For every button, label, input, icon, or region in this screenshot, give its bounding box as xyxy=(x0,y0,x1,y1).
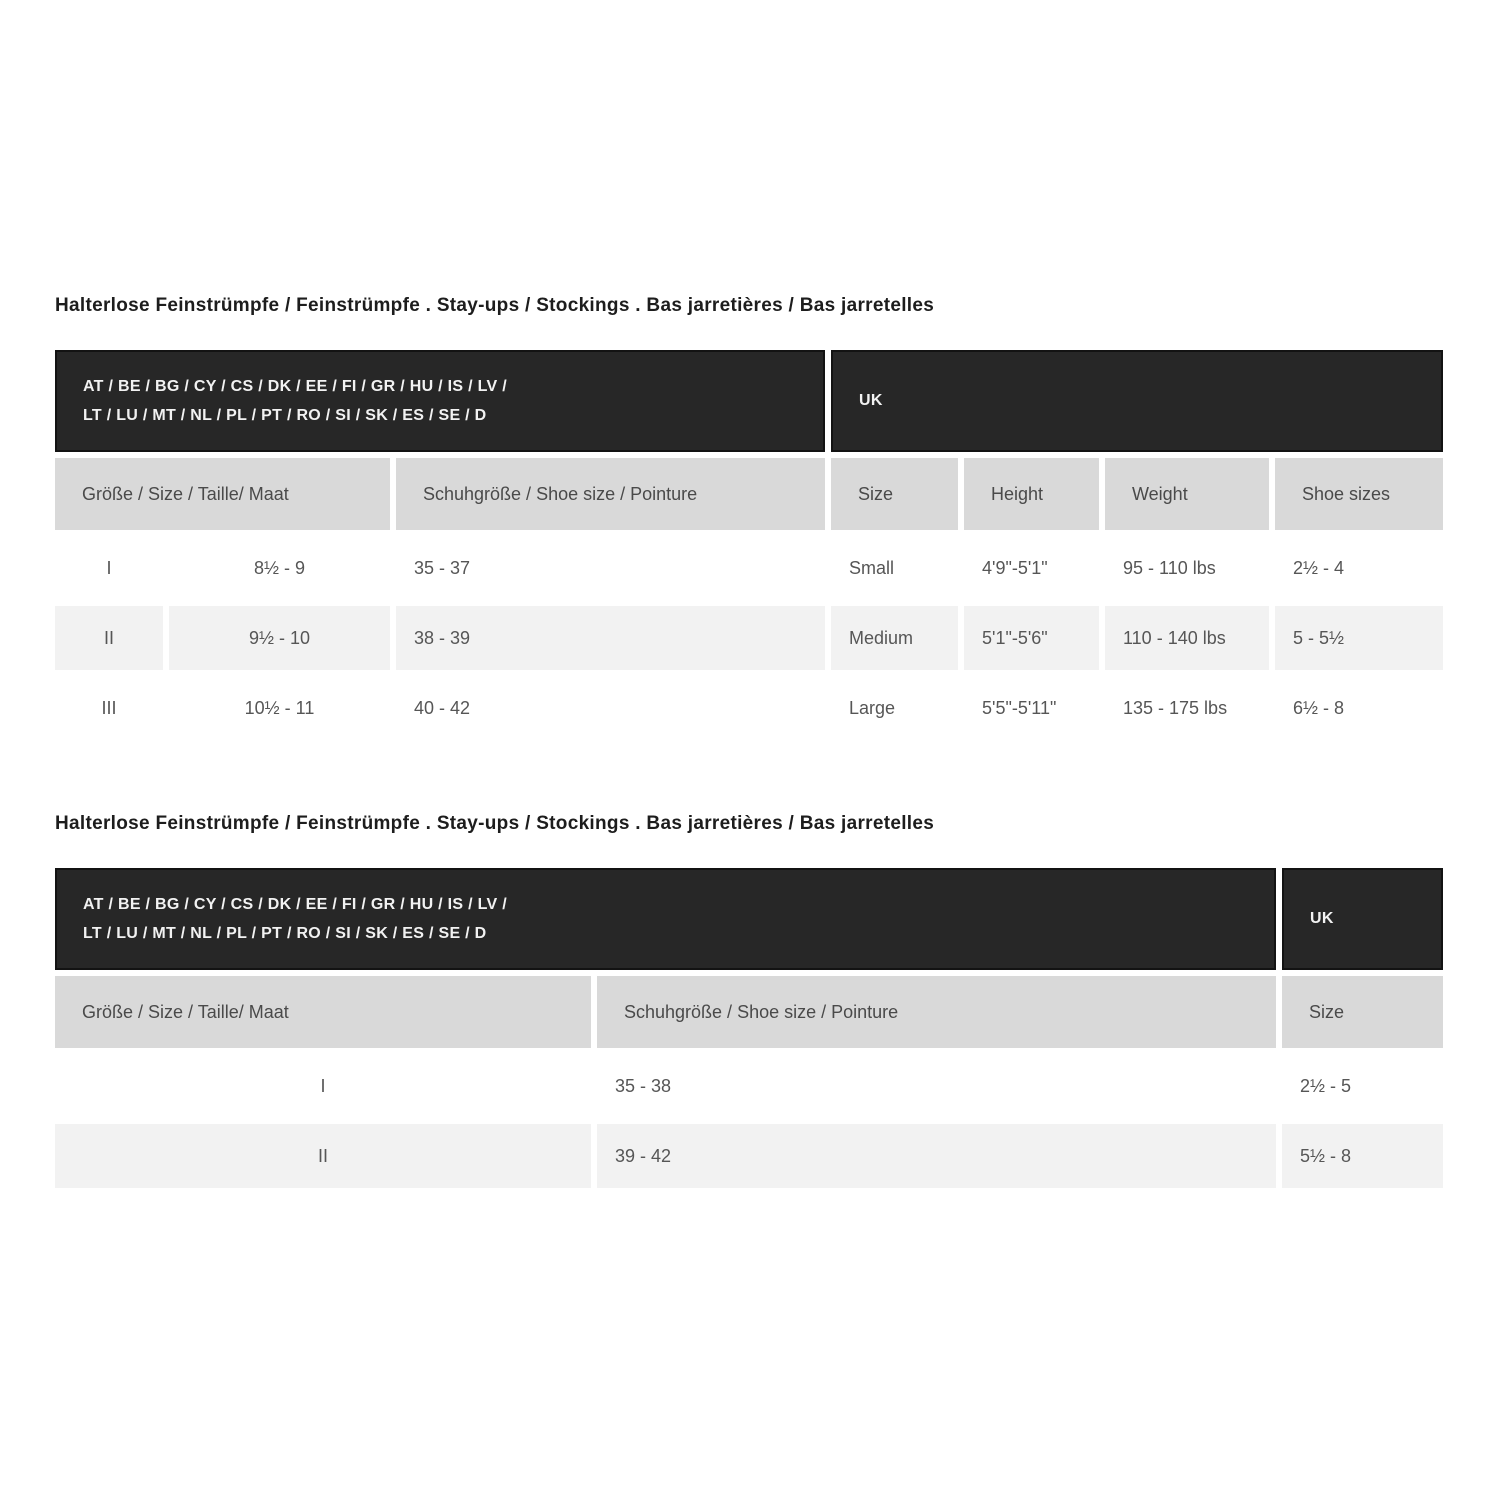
col-header-shoe-size: Schuhgröße / Shoe size / Pointure xyxy=(396,458,825,530)
uk-header-2: UK xyxy=(1282,868,1443,970)
t2-r1-shoe-range: 35 - 38 xyxy=(615,1075,672,1096)
t1-r3-size-roman: III xyxy=(101,697,117,718)
t1-r2-uk-size: Medium xyxy=(831,606,958,670)
t1-r3-height: 5'5"-5'11" xyxy=(982,697,1057,718)
t1-r2-size-range: 9½ - 10 xyxy=(169,606,390,670)
t1-r1-size-range: 8½ - 9 xyxy=(253,557,306,578)
t1-r1-uk-size: Small xyxy=(849,557,895,578)
eu-countries-line2: LT / LU / MT / NL / PL / PT / RO / SI / SK / ES / SE / D xyxy=(83,407,487,424)
eu-countries-header-2 xyxy=(55,868,1276,970)
t1-r3-size-range: 10½ - 11 xyxy=(244,697,315,718)
col-header-shoe-size-2: Schuhgröße / Shoe size / Pointure xyxy=(597,976,1276,1048)
eu-countries-text-2 xyxy=(57,890,507,948)
t1-r1-uk-shoe: 2½ - 4 xyxy=(1293,557,1345,578)
t2-r1-uk-size: 2½ - 5 xyxy=(1300,1075,1352,1096)
t1-r1-size-roman: I xyxy=(106,557,112,578)
t1-r2-shoe-range: 38 - 39 xyxy=(396,606,825,670)
col-header-uk-height: Height xyxy=(964,458,1099,530)
col-header-uk-size: Size xyxy=(831,458,958,530)
t2-r1-size-roman: I xyxy=(320,1075,326,1096)
size-table-stockings-detailed xyxy=(55,350,1443,740)
eu-countries-text xyxy=(57,372,507,430)
t1-r2-weight: 110 - 140 lbs xyxy=(1105,606,1269,670)
eu-countries-line1-2: AT / BE / BG / CY / CS / DK / EE / FI / GR / HU / IS / LV / xyxy=(83,896,507,913)
t1-r1-shoe-range: 35 - 37 xyxy=(414,557,471,578)
section1-title: Halterlose Feinstrümpfe / Feinstrümpfe . Stay-ups / Stockings . Bas jarretières / Bas jarretelles xyxy=(55,295,935,316)
eu-countries-line2-2: LT / LU / MT / NL / PL / PT / RO / SI / SK / ES / SE / D xyxy=(83,925,487,942)
t1-r3-uk-size: Large xyxy=(849,697,896,718)
col-header-size-2: Größe / Size / Taille/ Maat xyxy=(55,976,591,1048)
t2-r2-uk-size: 5½ - 8 xyxy=(1282,1124,1443,1188)
t2-r2-size-roman: II xyxy=(55,1124,591,1188)
t1-r2-size-roman: II xyxy=(55,606,163,670)
t1-r2-uk-shoe: 5 - 5½ xyxy=(1275,606,1443,670)
col-header-uk-weight: Weight xyxy=(1105,458,1269,530)
eu-countries-line1: AT / BE / BG / CY / CS / DK / EE / FI / GR / HU / IS / LV / xyxy=(83,378,507,395)
t1-r2-height: 5'1"-5'6" xyxy=(964,606,1099,670)
col-header-size: Größe / Size / Taille/ Maat xyxy=(55,458,390,530)
col-header-uk-size-2: Size xyxy=(1282,976,1443,1048)
col-header-uk-shoe-sizes: Shoe sizes xyxy=(1275,458,1443,530)
size-table-stockings-simple xyxy=(55,868,1443,1188)
t1-r3-weight: 135 - 175 lbs xyxy=(1123,697,1228,718)
t1-r3-shoe-range: 40 - 42 xyxy=(414,697,471,718)
t1-r1-height: 4'9"-5'1" xyxy=(982,557,1048,578)
t1-r3-uk-shoe: 6½ - 8 xyxy=(1293,697,1345,718)
t2-r2-shoe-range: 39 - 42 xyxy=(597,1124,1276,1188)
t1-r1-weight: 95 - 110 lbs xyxy=(1123,557,1216,578)
eu-countries-header xyxy=(55,350,825,452)
uk-header: UK xyxy=(831,350,1443,452)
section2-title: Halterlose Feinstrümpfe / Feinstrümpfe . Stay-ups / Stockings . Bas jarretières / Bas jarretelles xyxy=(55,813,935,834)
